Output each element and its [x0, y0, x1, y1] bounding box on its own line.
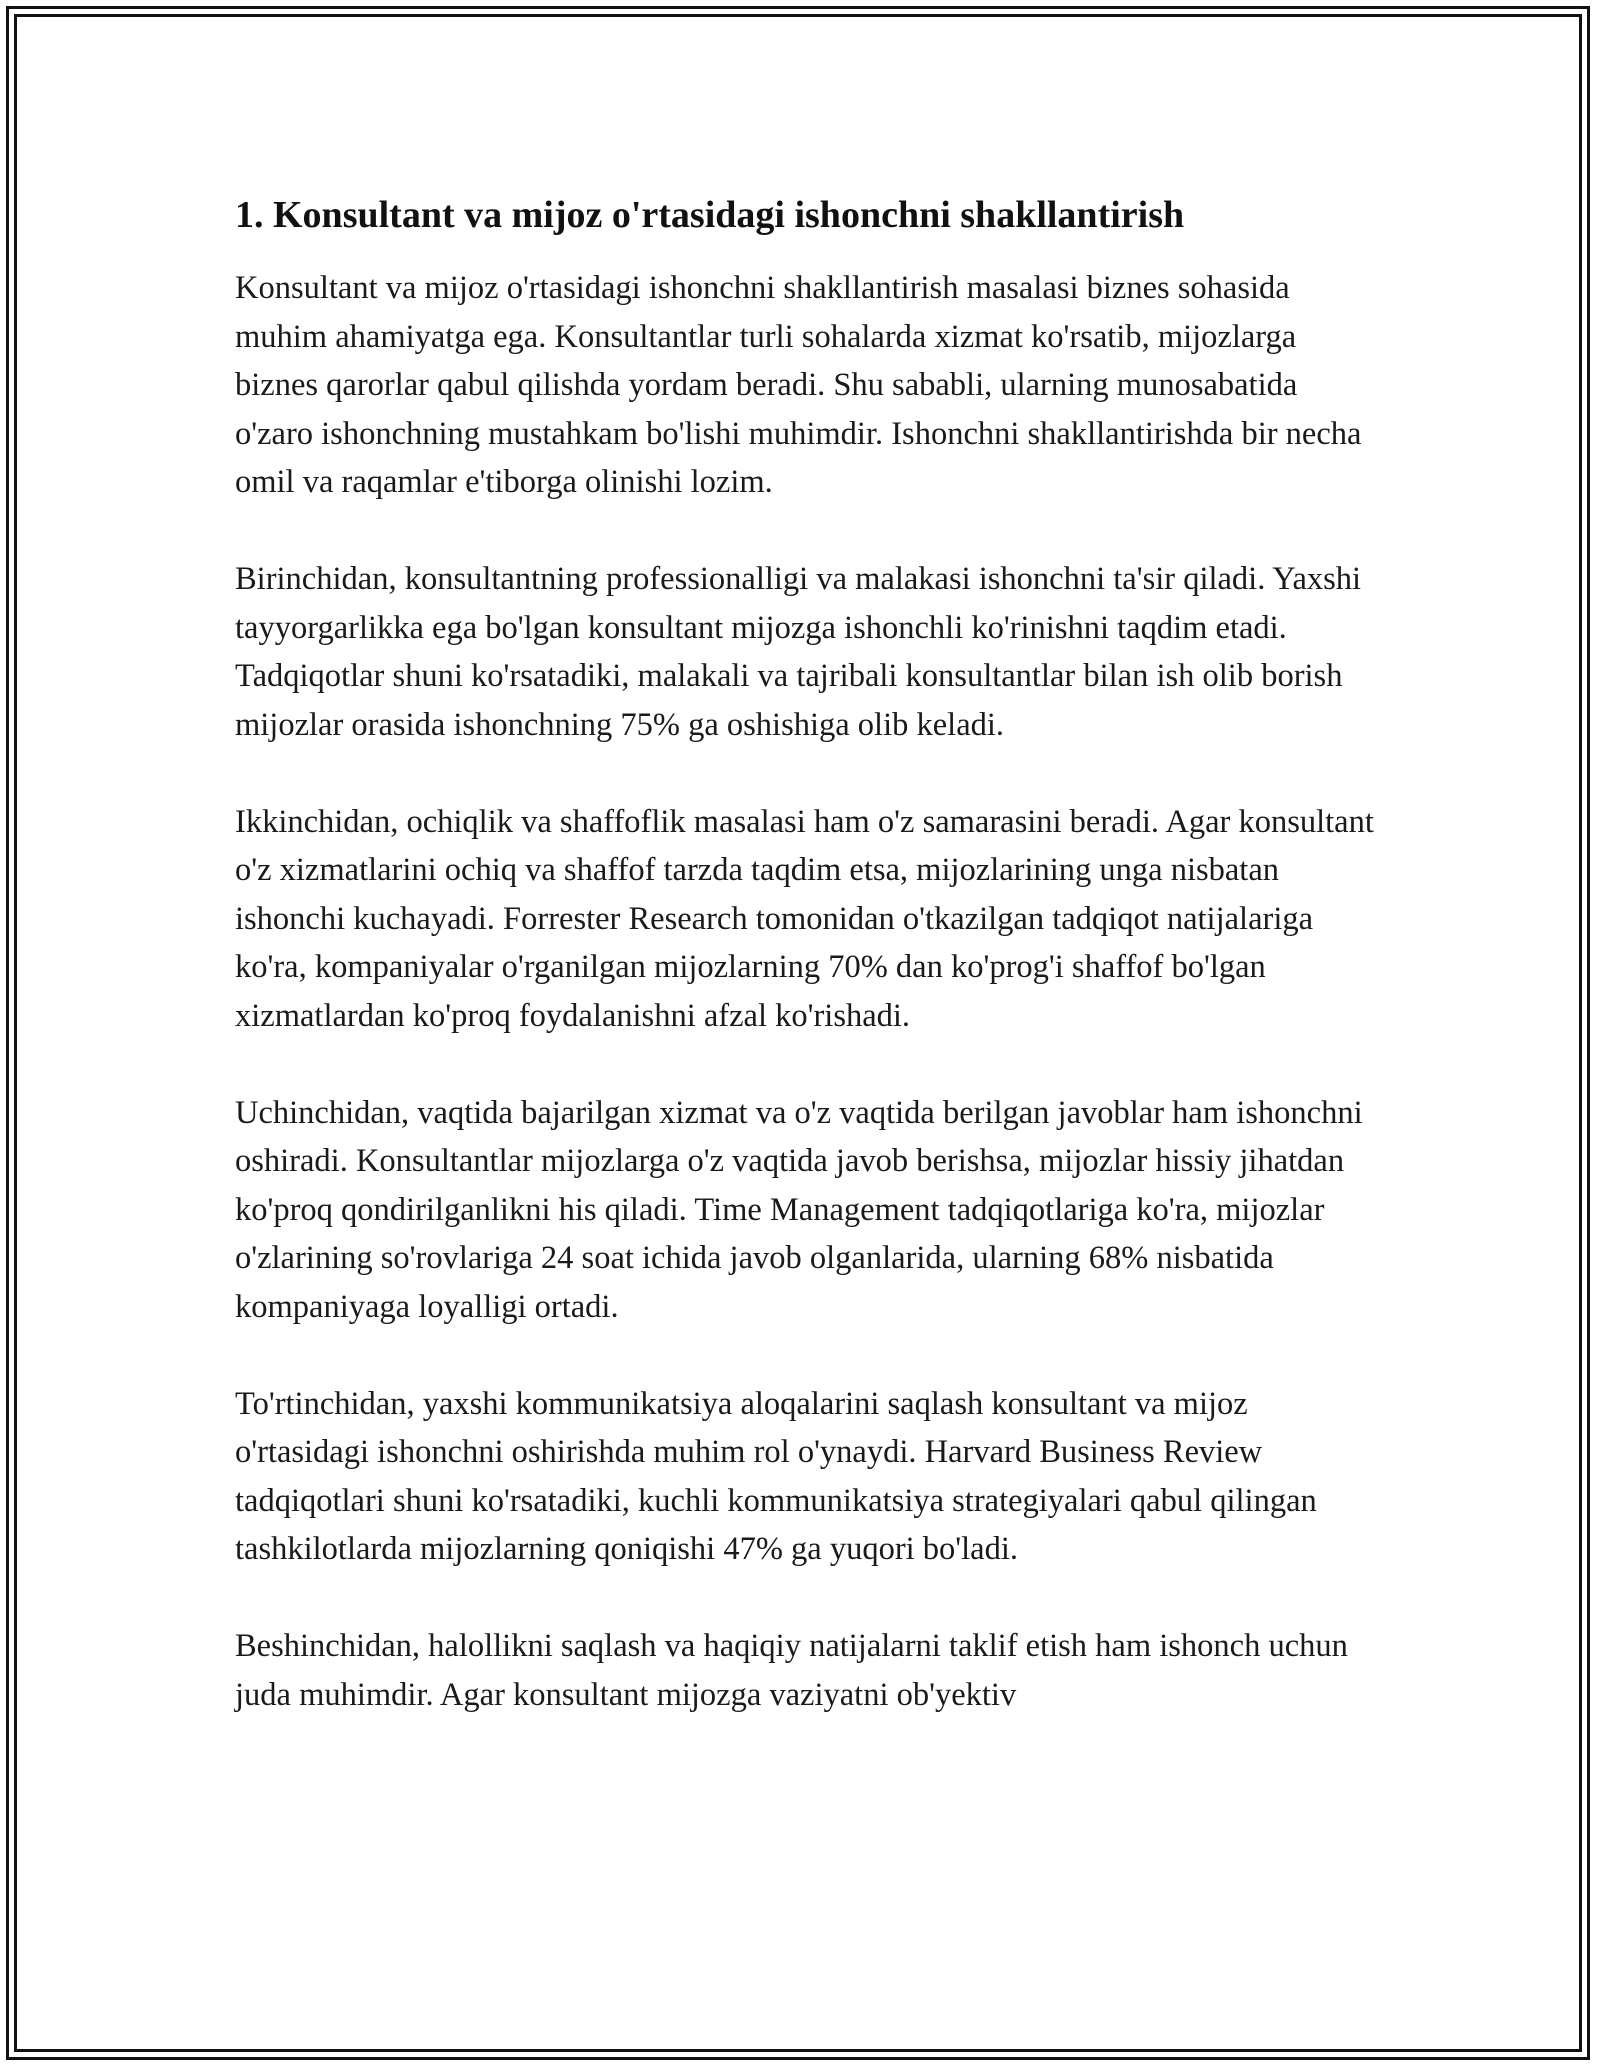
paragraph-fourth: To'rtinchidan, yaxshi kommunikatsiya aloqalarini saqlash konsultant va mijoz o'rtasidagi ishonchni oshirishda muhim rol o'ynaydi. Harvard Business Review tadqiqotlari shuni ko'rsatadiki, kuchli kommunikatsiya strategiyalari qabul qilingan tashkilotlarda mijozlarning qoniqishi 47% ga yuqori bo'ladi.: [235, 1385, 1317, 1567]
document-body: [235, 190, 1375, 1768]
paragraph-fifth: Beshinchidan, halollikni saqlash va haqiqiy natijalarni taklif etish ham ishonch uchun juda muhimdir. Agar konsultant mijozga vaziyatni ob'yektiv: [235, 1628, 1348, 1713]
section-heading: 1. Konsultant va mijoz o'rtasidagi ishonchni shakllantirish: [235, 194, 1185, 236]
paragraph-first: Birinchidan, konsultantning professionalligi va malakasi ishonchni ta'sir qiladi. Yaxshi tayyorgarlikka ega bo'lgan konsultant mijozga ishonchli ko'rinishni taqdim etadi. Tadqiqotlar shuni ko'rsatadiki, malakali va tajribali konsultantlar bilan ish olib borish mijozlar orasida ishonchning 75% ga oshishiga olib keladi.: [235, 561, 1362, 743]
paragraph-intro: Konsultant va mijoz o'rtasidagi ishonchni shakllantirish masalasi biznes sohasida muhim ahamiyatga ega. Konsultantlar turli sohalarda xizmat ko'rsatib, mijozlarga biznes qarorlar qabul qilishda yordam beradi. Shu sababli, ularning munosabatida o'zaro ishonchning mustahkam bo'lishi muhimdir. Ishonchni shakllantirishda bir necha omil va raqamlar e'tiborga olinishi lozim.: [235, 270, 1362, 500]
paragraph-third: Uchinchidan, vaqtida bajarilgan xizmat va o'z vaqtida berilgan javoblar ham ishonchni oshiradi. Konsultantlar mijozlarga o'z vaqtida javob berishsa, mijozlar hissiy jihatdan ko'proq qondirilganlikni his qiladi. Time Management tadqiqotlariga ko'ra, mijozlar o'zlarining so'rovlariga 24 soat ichida javob olganlarida, ularning 68% nisbatida kompaniyaga loyalligi ortadi.: [235, 1094, 1363, 1325]
paragraph-second: Ikkinchidan, ochiqlik va shaffoflik masalasi ham o'z samarasini beradi. Agar konsultant o'z xizmatlarini ochiq va shaffof tarzda taqdim etsa, mijozlarining unga nisbatan ishonchi kuchayadi. Forrester Research tomonidan o'tkazilgan tadqiqot natijalariga ko'ra, kompaniyalar o'rganilgan mijozlarning 70% dan ko'prog'i shaffof bo'lgan xizmatlardan ko'proq foydalanishni afzal ko'rishadi.: [235, 803, 1374, 1034]
